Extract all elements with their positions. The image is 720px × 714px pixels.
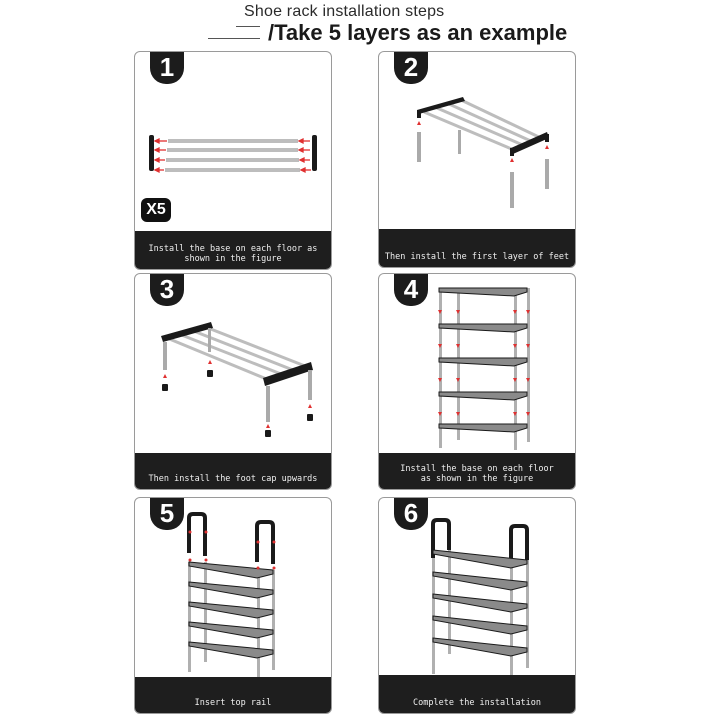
caption-line: Install the base on each floor as [148,244,318,254]
step-number-badge: 1 [150,51,184,84]
step-caption [135,231,331,269]
caption-line: as shown in the figure [420,474,534,484]
step-number-badge: 2 [394,51,428,84]
step-caption [379,229,575,267]
step-number-badge: 5 [150,497,184,530]
step-panel-6 [378,497,576,714]
caption-line: shown in the figure [184,254,282,264]
step-panel-3 [134,273,332,490]
caption-line: Then install the first layer of feet [384,252,570,262]
step-panel-5 [134,497,332,714]
step-number-badge: 4 [394,273,428,306]
decorative-line [236,26,260,27]
caption-line: Then install the foot cap upwards [148,474,318,484]
step-caption [135,677,331,713]
quantity-badge: X5 [141,198,171,222]
step-panel-4 [378,273,576,490]
step-panel-1 [134,51,332,270]
page-title: /Take 5 layers as an example [268,20,568,45]
step-number-badge: 6 [394,497,428,530]
step-number-badge: 3 [150,273,184,306]
step-panel-2 [378,51,576,268]
step-caption [379,675,575,713]
caption-line: Complete the installation [413,698,541,708]
subtitle: Shoe rack installation steps [244,3,445,20]
decorative-line [208,38,260,39]
caption-line: Insert top rail [194,698,272,708]
step-caption [379,453,575,489]
step-caption [135,453,331,489]
caption-line: Install the base on each floor [400,464,554,474]
